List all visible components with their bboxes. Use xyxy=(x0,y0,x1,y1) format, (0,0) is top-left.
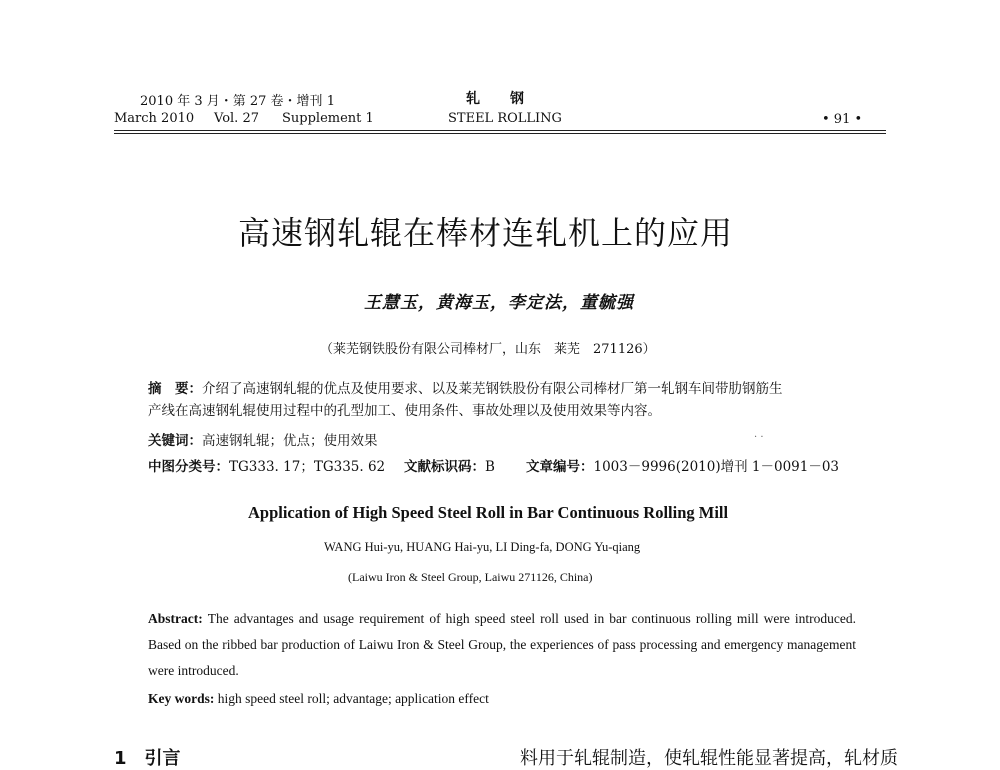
affiliation-cn: （莱芜钢铁股份有限公司棒材厂，山东 莱芜 271126） xyxy=(320,342,656,357)
header-journal-cn: 轧钢 xyxy=(466,91,554,107)
header-journal-en: STEEL ROLLING xyxy=(448,111,562,126)
scan-speck: · · xyxy=(754,432,764,443)
keywords-cn xyxy=(148,430,378,452)
affiliation-en: (Laiwu Iron & Steel Group, Laiwu 271126, China) xyxy=(348,570,593,584)
clc-label: 中图分类号： xyxy=(148,459,229,475)
keywords-text-cn: 高速钢轧辊；优点；使用效果 xyxy=(202,433,378,449)
keywords-label-cn: 关键词： xyxy=(148,433,202,449)
column2-first-line: 料用于轧辊制造，使轧辊性能显著提高，轧材质 xyxy=(520,748,898,769)
header-date-en: March 2010 xyxy=(114,111,195,126)
header-supplement: Supplement 1 xyxy=(282,111,374,126)
article-number xyxy=(526,456,839,478)
abstract-cn-line1 xyxy=(148,378,783,400)
doc-code-label: 文献标识码： xyxy=(404,459,485,475)
header-volume: Vol. 27 xyxy=(214,111,259,126)
header-issue-cn: 2010 年 3 月・第 27 卷・增刊 1 xyxy=(140,94,335,109)
article-number-label: 文章编号： xyxy=(526,459,594,475)
abstract-text-en: The advantages and usage requirement of high speed steel roll used in bar continuous rolling mill were introduced. Based on the ribbed bar production of Laiwu Iron & Steel Group, the experiences of pass processing and emergency management were introduced. xyxy=(148,611,856,678)
doc-code-value: B xyxy=(485,459,495,475)
keywords-en xyxy=(148,686,856,712)
article-title-cn: 高速钢轧辊在棒材连轧机上的应用 xyxy=(238,214,734,252)
section-heading: 1 引言 xyxy=(114,748,181,769)
clc-value: TG333. 17；TG335. 62 xyxy=(229,459,386,475)
classification-line xyxy=(148,456,385,478)
abstract-label-en: Abstract: xyxy=(148,611,208,626)
header-page-number: • 91 • xyxy=(822,112,863,127)
authors-en: WANG Hui-yu, HUANG Hai-yu, LI Ding-fa, DONG Yu-qiang xyxy=(324,540,641,554)
abstract-label-cn: 摘 要： xyxy=(148,381,202,397)
doc-code xyxy=(404,456,495,478)
header-rule-bottom xyxy=(114,133,886,134)
abstract-en xyxy=(148,606,856,684)
article-title-en: Application of High Speed Steel Roll in Bar Continuous Rolling Mill xyxy=(248,503,729,522)
article-number-value: 1003－9996(2010)增刊 1－0091－03 xyxy=(593,459,840,475)
abstract-text-cn-1: 介绍了高速钢轧辊的优点及使用要求、以及莱芜钢铁股份有限公司棒材厂第一轧钢车间带肋钢筋生 xyxy=(202,381,783,397)
keywords-label-en: Key words: xyxy=(148,691,218,706)
abstract-cn-line2: 产线在高速钢轧辊使用过程中的孔型加工、使用条件、事故处理以及使用效果等内容。 xyxy=(148,403,661,419)
keywords-text-en: high speed steel roll; advantage; application effect xyxy=(217,691,489,706)
header-rule-top xyxy=(114,130,886,131)
authors-cn: 王慧玉，黄海玉，李定法，董毓强 xyxy=(364,293,634,313)
